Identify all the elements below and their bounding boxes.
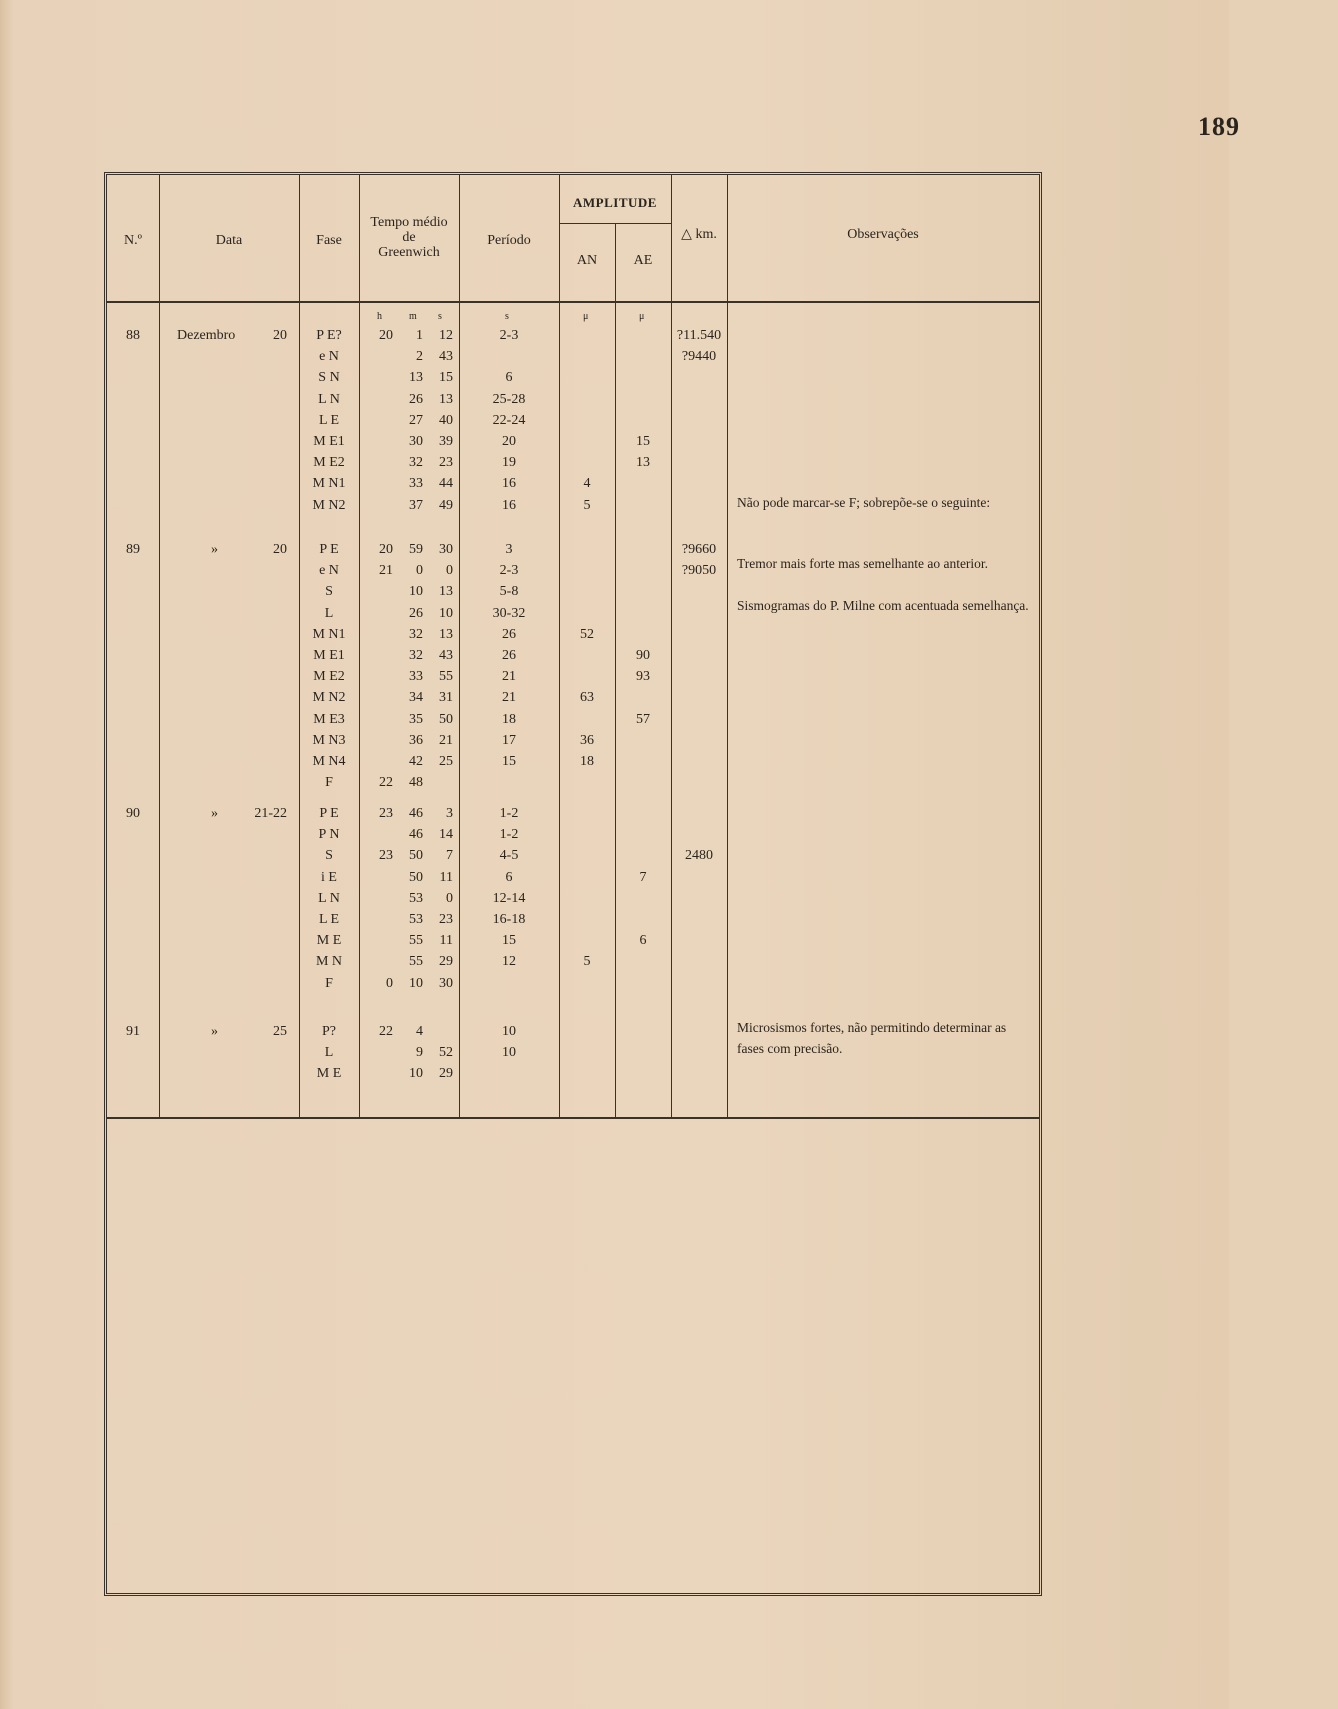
period-cell: 22-24 — [492, 412, 526, 428]
hour-cell: 20 — [379, 542, 393, 557]
fase-cell: L E — [318, 412, 340, 428]
hour-cell: 23 — [379, 806, 393, 821]
fase-cell: P E — [319, 542, 339, 557]
fase-cell: M E1 — [313, 434, 345, 449]
minute-cell: 36 — [409, 732, 423, 748]
fase-cell: M E2 — [313, 669, 345, 685]
event-no: 91 — [126, 1024, 140, 1039]
ae-cell: 93 — [636, 669, 650, 685]
minute-cell: 55 — [409, 933, 423, 949]
ae-cell: 6 — [639, 933, 647, 949]
km-cell: ?9440 — [681, 349, 717, 365]
period-cell: 2-3 — [499, 328, 519, 343]
fase-cell: P E? — [316, 328, 342, 343]
fase-cell: F — [325, 775, 333, 791]
col-rule-7 — [671, 175, 672, 1117]
period-cell: 17 — [502, 732, 516, 748]
second-cell: 50 — [439, 711, 453, 727]
second-cell: 15 — [439, 370, 453, 386]
fase-cell: M N1 — [312, 476, 346, 492]
fase-cell: M E1 — [313, 648, 345, 663]
minute-cell: 2 — [416, 349, 423, 365]
fase-cell: e N — [319, 563, 339, 579]
period-cell: 16 — [502, 476, 516, 492]
table-end-rule — [107, 1117, 1039, 1119]
second-cell: 55 — [439, 669, 453, 685]
unit-m: m — [409, 311, 417, 322]
hour-cell: 22 — [379, 1024, 393, 1039]
km-cell: ?9660 — [681, 542, 717, 557]
header-no: N.º — [124, 233, 142, 248]
minute-cell: 30 — [409, 434, 423, 449]
minute-cell: 53 — [409, 890, 423, 906]
minute-cell: 46 — [409, 806, 423, 821]
hour-cell: 22 — [379, 775, 393, 791]
ae-cell: 15 — [636, 434, 650, 449]
observation: Microsismos fortes, não permitindo determinar as fases com precisão. — [737, 1020, 1007, 1056]
period-cell: 15 — [502, 933, 516, 949]
fase-cell: S N — [318, 370, 340, 386]
period-cell: 19 — [502, 455, 516, 471]
minute-cell: 27 — [409, 412, 423, 428]
period-cell: 21 — [502, 669, 516, 685]
second-cell: 10 — [439, 605, 453, 621]
page-number: 189 — [1198, 112, 1240, 141]
period-cell: 16-18 — [492, 912, 526, 927]
km-cell: 2480 — [685, 848, 713, 864]
minute-cell: 0 — [416, 563, 423, 579]
fase-cell: M N2 — [312, 497, 346, 513]
minute-cell: 46 — [409, 827, 423, 843]
fase-cell: M N — [315, 954, 343, 970]
fase-cell: L N — [318, 890, 340, 906]
unit-mu-e: μ — [639, 311, 645, 322]
minute-cell: 32 — [409, 455, 423, 471]
second-cell: 40 — [439, 412, 453, 428]
fase-cell: e N — [319, 349, 339, 365]
km-cell: ?9050 — [681, 563, 717, 579]
period-cell: 5-8 — [499, 584, 519, 600]
header-periodo: Período — [487, 233, 531, 248]
event-month: » — [211, 806, 218, 821]
fase-cell: M E3 — [313, 711, 345, 727]
ae-cell: 90 — [636, 648, 650, 663]
header-fase: Fase — [316, 233, 342, 248]
an-cell: 36 — [580, 732, 594, 748]
ae-cell: 57 — [636, 711, 650, 727]
event-month: » — [211, 542, 218, 557]
period-cell: 21 — [502, 690, 516, 706]
period-cell: 30-32 — [492, 605, 526, 621]
period-cell: 3 — [505, 542, 513, 557]
col-rule-8 — [727, 175, 728, 1117]
header-tempo-2: de — [402, 230, 416, 245]
minute-cell: 59 — [409, 542, 423, 557]
period-cell: 26 — [502, 648, 516, 663]
header-observacoes: Observações — [847, 227, 919, 242]
fase-cell: L — [324, 1045, 334, 1061]
second-cell: 39 — [439, 434, 453, 449]
observation: Sismogramas do P. Milne com acentuada semelhança. — [737, 598, 1029, 613]
second-cell: 23 — [439, 912, 453, 927]
second-cell: 31 — [439, 690, 453, 706]
unit-h: h — [377, 311, 382, 322]
header-an: AN — [576, 253, 598, 268]
fase-cell: i E — [321, 869, 337, 885]
unit-mu-n: μ — [583, 311, 589, 322]
fase-cell: P N — [318, 827, 340, 843]
period-cell: 16 — [502, 497, 516, 513]
minute-cell: 33 — [409, 476, 423, 492]
period-cell: 20 — [502, 434, 516, 449]
fase-cell: P E — [319, 806, 339, 821]
minute-cell: 26 — [409, 391, 423, 407]
second-cell: 11 — [439, 869, 453, 885]
minute-cell: 10 — [409, 1066, 423, 1082]
an-cell: 63 — [580, 690, 594, 706]
observation: Não pode marcar-se F; sobrepõe-se o seguinte: — [737, 495, 991, 510]
period-cell: 1-2 — [499, 806, 519, 821]
event-day: 20 — [273, 328, 287, 343]
event-no: 88 — [126, 328, 140, 343]
minute-cell: 48 — [409, 775, 423, 791]
header-data: Data — [215, 233, 243, 248]
minute-cell: 32 — [409, 648, 423, 663]
header-tempo-1: Tempo médio — [370, 215, 448, 230]
period-cell: 26 — [502, 626, 516, 642]
fase-cell: M E2 — [313, 455, 345, 471]
period-cell: 1-2 — [499, 827, 519, 843]
header-km: △ km. — [681, 227, 717, 242]
second-cell: 43 — [439, 349, 453, 365]
minute-cell: 1 — [416, 328, 423, 343]
ae-cell: 13 — [636, 455, 650, 471]
col-rule-1 — [159, 175, 160, 1117]
period-cell: 6 — [505, 869, 513, 885]
event-day: 21-22 — [254, 806, 287, 821]
second-cell: 25 — [439, 754, 453, 769]
fase-cell: M N2 — [312, 690, 346, 706]
fase-cell: M N3 — [312, 732, 346, 748]
second-cell: 29 — [439, 954, 453, 970]
header-tempo-3: Greenwich — [378, 245, 440, 260]
fase-cell: S — [325, 584, 333, 600]
fase-cell: L N — [318, 391, 340, 407]
period-cell: 10 — [502, 1024, 516, 1039]
minute-cell: 10 — [409, 584, 423, 600]
event-day: 20 — [273, 542, 287, 557]
hour-cell: 21 — [379, 563, 393, 579]
second-cell: 0 — [446, 563, 453, 579]
event-month: » — [211, 1024, 218, 1039]
second-cell: 11 — [439, 933, 453, 949]
minute-cell: 53 — [409, 912, 423, 927]
fase-cell: M N1 — [312, 626, 346, 642]
second-cell: 12 — [439, 328, 453, 343]
km-cell: ?11.540 — [676, 328, 722, 343]
header-ae: AE — [633, 253, 653, 268]
an-cell: 18 — [580, 754, 594, 769]
minute-cell: 33 — [409, 669, 423, 685]
minute-cell: 26 — [409, 605, 423, 621]
second-cell: 29 — [439, 1066, 453, 1082]
an-cell: 5 — [583, 954, 591, 970]
second-cell: 44 — [439, 476, 453, 492]
minute-cell: 50 — [409, 869, 423, 885]
unit-s: s — [438, 311, 442, 322]
an-cell: 4 — [583, 476, 591, 492]
second-cell: 30 — [439, 975, 453, 991]
header-rule — [107, 301, 1039, 303]
an-cell: 52 — [580, 626, 594, 642]
period-cell: 10 — [502, 1045, 516, 1061]
period-cell: 2-3 — [499, 563, 519, 579]
period-cell: 6 — [505, 370, 513, 386]
minute-cell: 4 — [416, 1024, 423, 1039]
hour-cell: 23 — [379, 848, 393, 864]
second-cell: 13 — [439, 391, 453, 407]
unit-period-s: s — [505, 311, 509, 322]
second-cell: 23 — [439, 455, 453, 471]
second-cell: 13 — [439, 626, 453, 642]
second-cell: 21 — [439, 732, 453, 748]
fase-cell: M E — [316, 933, 342, 949]
second-cell: 14 — [439, 827, 453, 843]
event-month: Dezembro — [177, 328, 236, 343]
col-rule-5 — [559, 175, 560, 1117]
minute-cell: 10 — [409, 975, 423, 991]
second-cell: 13 — [439, 584, 453, 600]
second-cell: 49 — [439, 497, 453, 513]
fase-cell: S — [325, 848, 333, 864]
observation: Tremor mais forte mas semelhante ao anterior. — [737, 556, 989, 571]
period-cell: 12 — [502, 954, 516, 970]
minute-cell: 34 — [409, 690, 423, 706]
second-cell: 0 — [446, 890, 453, 906]
event-no: 90 — [126, 806, 140, 821]
fase-cell: M N4 — [312, 754, 346, 769]
minute-cell: 42 — [409, 754, 423, 769]
fase-cell: P? — [322, 1024, 336, 1039]
fase-cell: F — [325, 975, 333, 991]
second-cell: 30 — [439, 542, 453, 557]
minute-cell: 50 — [409, 848, 423, 864]
period-cell: 15 — [502, 754, 516, 769]
fase-cell: M E — [316, 1066, 342, 1082]
an-cell: 5 — [583, 497, 591, 513]
period-cell: 4-5 — [499, 848, 519, 864]
seismic-table — [104, 172, 1042, 1596]
hour-cell: 20 — [379, 328, 393, 343]
fase-cell: L — [324, 605, 334, 621]
second-cell: 7 — [446, 848, 453, 864]
minute-cell: 9 — [416, 1045, 423, 1061]
header-amplitude: AMPLITUDE — [573, 195, 657, 210]
event-no: 89 — [126, 542, 140, 557]
second-cell: 3 — [446, 806, 453, 821]
period-cell: 18 — [502, 711, 516, 727]
second-cell: 43 — [439, 648, 453, 663]
ae-cell: 7 — [639, 869, 647, 885]
event-day: 25 — [273, 1024, 287, 1039]
second-cell: 52 — [439, 1045, 453, 1061]
minute-cell: 37 — [409, 497, 423, 513]
period-cell: 25-28 — [492, 391, 526, 407]
fase-cell: L E — [318, 912, 340, 927]
minute-cell: 55 — [409, 954, 423, 970]
minute-cell: 13 — [409, 370, 423, 386]
hour-cell: 0 — [386, 975, 393, 991]
period-cell: 12-14 — [492, 890, 526, 906]
minute-cell: 35 — [409, 711, 423, 727]
minute-cell: 32 — [409, 626, 423, 642]
